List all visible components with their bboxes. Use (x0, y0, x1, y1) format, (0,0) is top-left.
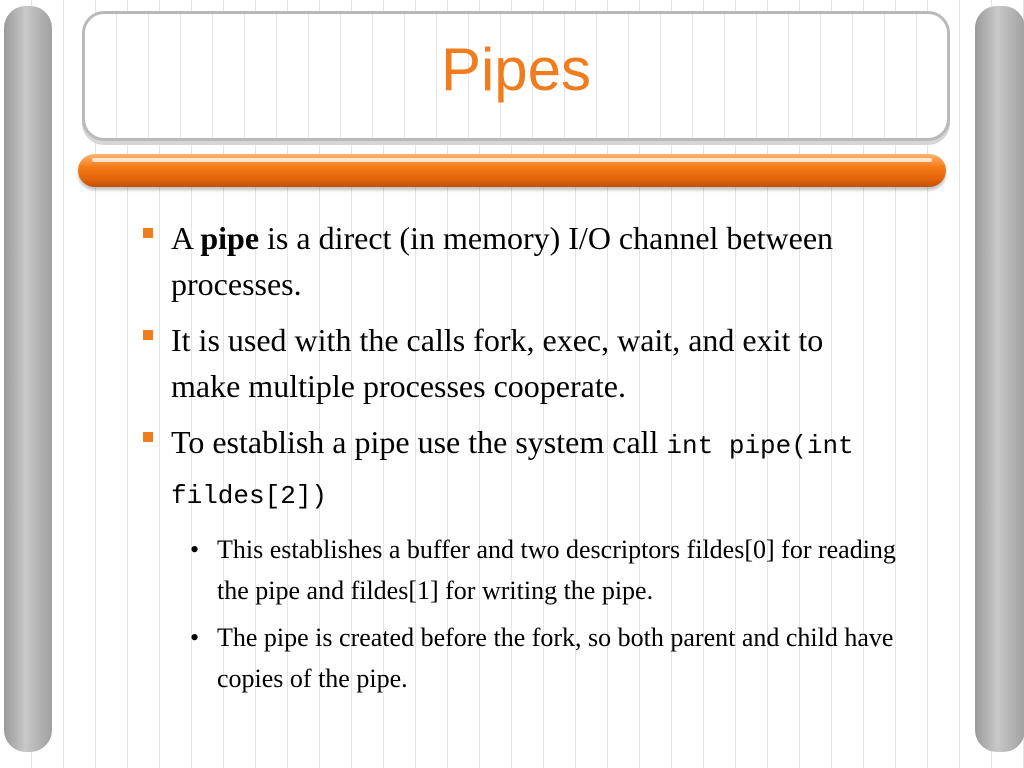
bullet-text: To establish a pipe use the system call (171, 424, 667, 460)
right-decorative-bar (975, 6, 1024, 752)
sub-bullet-item (140, 617, 900, 699)
left-decorative-bar (4, 6, 52, 752)
orange-divider-bar (78, 154, 946, 187)
title-box (82, 11, 950, 141)
sub-bullet-text: The pipe is created before the fork, so both parent and child have copies of the pipe. (217, 623, 894, 693)
dot-bullet-icon: • (190, 623, 200, 652)
square-bullet-icon (143, 228, 153, 238)
bullet-bold-term: pipe (200, 220, 260, 256)
bullet-text-pre: A (171, 220, 201, 256)
bullet-text: It is used with the calls fork, exec, wait, and exit to make multiple processes cooperate. (171, 322, 824, 404)
code-snippet: int pipe(int fildes[2]) (171, 431, 854, 511)
square-bullet-icon (143, 432, 153, 442)
bullet-item (140, 419, 900, 519)
bullet-item (140, 317, 900, 409)
bar-highlight (92, 158, 932, 162)
sub-bullet-item (140, 529, 900, 611)
slide-title: Pipes (440, 36, 592, 103)
dot-bullet-icon: • (190, 535, 200, 564)
bullet-text-post: is a direct (in memory) I/O channel between processes. (171, 220, 834, 302)
slide-content (140, 215, 900, 705)
sub-bullet-text: This establishes a buffer and two descriptors fildes[0] for reading the pipe and fildes[1] for writing the pipe. (217, 535, 896, 605)
square-bullet-icon (143, 330, 153, 340)
bullet-item (140, 215, 900, 307)
